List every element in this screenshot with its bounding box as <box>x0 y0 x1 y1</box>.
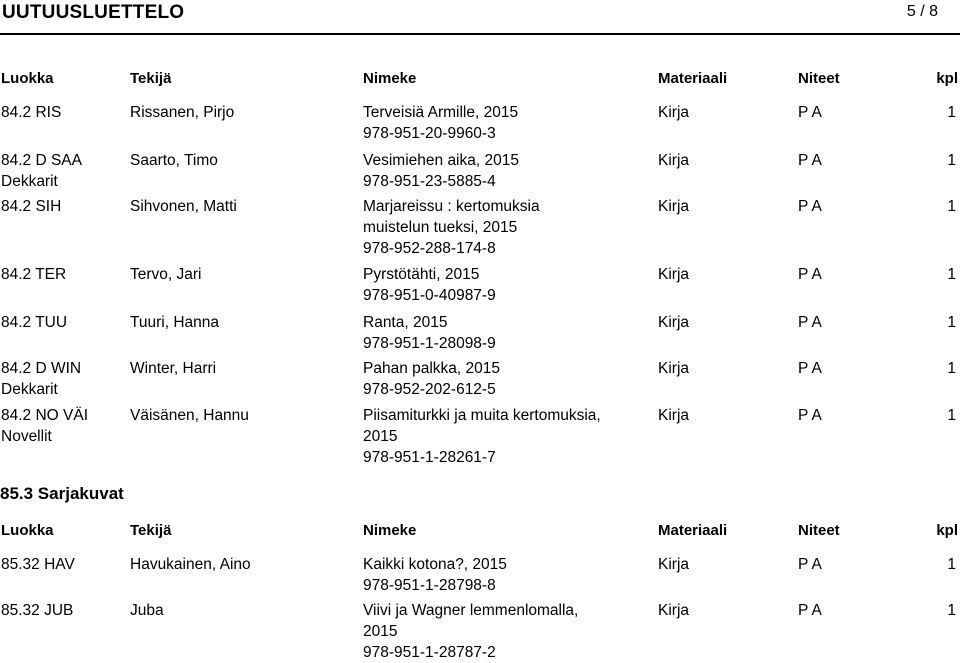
cell-tekija: Juba <box>130 602 164 619</box>
cell-luokka: 84.2 NO VÄI Novellit <box>1 407 89 445</box>
cell-niteet: P A <box>798 602 822 619</box>
col-luokka: Luokka <box>1 522 54 539</box>
cell-niteet: P A <box>798 360 822 377</box>
cell-materiaali: Kirja <box>658 360 690 377</box>
cell-nimeke: Piisamiturkki ja muita kertomuksia, 2015 978-951-1-28261-7 <box>363 407 601 466</box>
cell-materiaali: Kirja <box>658 556 690 573</box>
cell-luokka: 84.2 SIH <box>1 198 62 215</box>
cell-luokka: 85.32 HAV <box>1 556 75 573</box>
cell-tekija: Tuuri, Hanna <box>130 314 220 331</box>
col-nimeke: Nimeke <box>363 70 417 87</box>
cell-nimeke: Pyrstötähti, 2015 978-951-0-40987-9 <box>363 266 496 304</box>
header-rule <box>0 33 960 35</box>
cell-kpl: 1 <box>947 104 956 121</box>
col-tekija: Tekijä <box>130 522 172 539</box>
cell-nimeke: Ranta, 2015 978-951-1-28098-9 <box>363 314 496 352</box>
section-title: 85.3 Sarjakuvat <box>0 484 124 503</box>
cell-niteet: P A <box>798 198 822 215</box>
table-header <box>0 70 960 90</box>
cell-luokka: 84.2 RIS <box>1 104 62 121</box>
cell-niteet: P A <box>798 556 822 573</box>
cell-nimeke: Pahan palkka, 2015 978-952-202-612-5 <box>363 360 501 398</box>
cell-niteet: P A <box>798 407 822 424</box>
cell-materiaali: Kirja <box>658 314 690 331</box>
cell-nimeke: Marjareissu : kertomuksia muistelun tueksi, 2015 978-952-288-174-8 <box>363 198 540 257</box>
cell-luokka: 84.2 D SAA Dekkarit <box>1 152 82 190</box>
cell-kpl: 1 <box>947 360 956 377</box>
cell-niteet: P A <box>798 104 822 121</box>
cell-niteet: P A <box>798 266 822 283</box>
cell-materiaali: Kirja <box>658 266 690 283</box>
cell-kpl: 1 <box>947 198 956 215</box>
cell-niteet: P A <box>798 152 822 169</box>
cell-luokka: 85.32 JUB <box>1 602 74 619</box>
col-materiaali: Materiaali <box>658 70 728 87</box>
cell-tekija: Rissanen, Pirjo <box>130 104 235 121</box>
page-number: 5 / 8 <box>906 3 938 20</box>
cell-kpl: 1 <box>947 152 956 169</box>
col-nimeke: Nimeke <box>363 522 417 539</box>
col-tekija: Tekijä <box>130 70 172 87</box>
cell-kpl: 1 <box>947 407 956 424</box>
cell-niteet: P A <box>798 314 822 331</box>
cell-tekija: Väisänen, Hannu <box>130 407 249 424</box>
cell-tekija: Winter, Harri <box>130 360 217 377</box>
cell-materiaali: Kirja <box>658 104 690 121</box>
page-title: UUTUUSLUETTELO <box>2 2 185 23</box>
cell-kpl: 1 <box>947 556 956 573</box>
col-luokka: Luokka <box>1 70 54 87</box>
col-kpl: kpl <box>936 70 958 87</box>
cell-materiaali: Kirja <box>658 407 690 424</box>
col-kpl: kpl <box>936 522 958 539</box>
cell-nimeke: Kaikki kotona?, 2015 978-951-1-28798-8 <box>363 556 507 594</box>
cell-kpl: 1 <box>947 314 956 331</box>
cell-nimeke: Terveisiä Armille, 2015 978-951-20-9960-3 <box>363 104 519 142</box>
col-materiaali: Materiaali <box>658 522 728 539</box>
cell-tekija: Tervo, Jari <box>130 266 202 283</box>
col-niteet: Niteet <box>798 522 840 539</box>
col-niteet: Niteet <box>798 70 840 87</box>
cell-nimeke: Vesimiehen aika, 2015 978-951-23-5885-4 <box>363 152 519 190</box>
cell-luokka: 84.2 TUU <box>1 314 68 331</box>
cell-luokka: 84.2 D WIN Dekkarit <box>1 360 82 398</box>
cell-tekija: Sihvonen, Matti <box>130 198 237 215</box>
cell-kpl: 1 <box>947 602 956 619</box>
cell-materiaali: Kirja <box>658 198 690 215</box>
cell-materiaali: Kirja <box>658 602 690 619</box>
cell-tekija: Havukainen, Aino <box>130 556 251 573</box>
cell-tekija: Saarto, Timo <box>130 152 218 169</box>
cell-materiaali: Kirja <box>658 152 690 169</box>
cell-kpl: 1 <box>947 266 956 283</box>
cell-nimeke: Viivi ja Wagner lemmenlomalla, 2015 978-951-1-28787-2 <box>363 602 579 661</box>
table-header <box>0 522 960 542</box>
cell-luokka: 84.2 TER <box>1 266 67 283</box>
